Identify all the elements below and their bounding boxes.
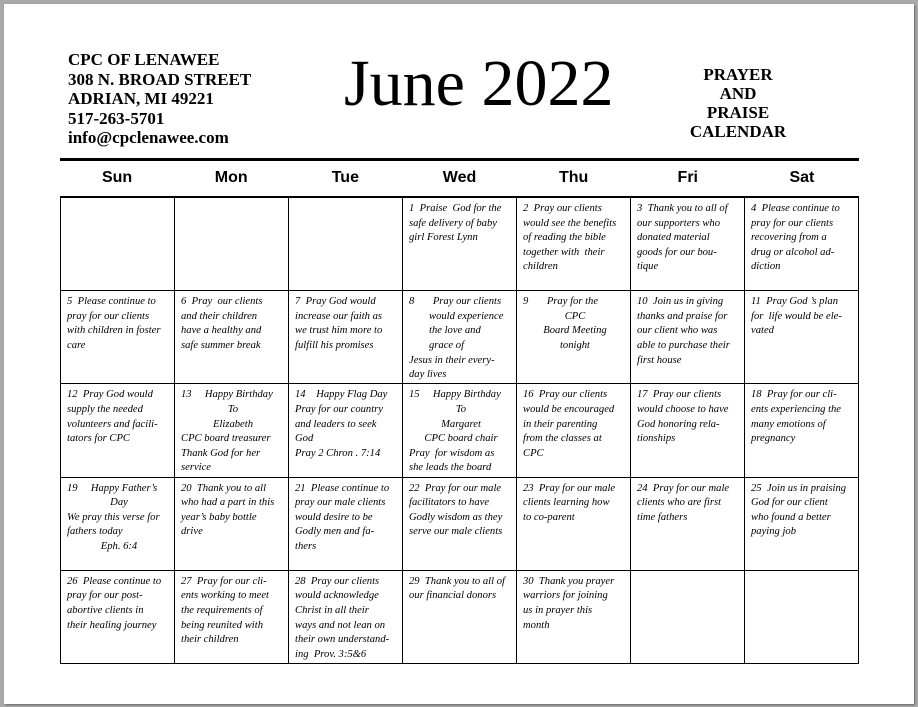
day-note-line: clients who are first: [637, 497, 722, 509]
day-note-line: who had a part in this: [181, 497, 275, 509]
subtitle-line: PRAISE: [706, 103, 770, 122]
organization-address: [68, 50, 251, 148]
day-note-line: 22 Pray for our male: [409, 482, 502, 494]
day-note-line: 24 Pray for our male: [637, 482, 730, 494]
subtitle-line: CALENDAR: [689, 122, 787, 141]
day-note-line: Pray 2 Chron . 7:14: [295, 447, 381, 459]
calendar-day-cell: [631, 198, 745, 291]
day-note-line: 14 Happy Flag Day: [295, 389, 388, 401]
day-note-line: would acknowledge: [295, 590, 379, 602]
calendar-day-cell: [631, 478, 745, 571]
day-note-line: CPC board treasurer: [181, 433, 271, 445]
day-note-line: who found a better: [751, 511, 831, 523]
calendar-day-cell: [631, 384, 745, 477]
weekday-sun: Sun: [101, 169, 133, 186]
day-note-line: our client who was: [637, 325, 718, 337]
day-note-line: Elizabeth: [212, 418, 254, 430]
day-note-line: would desire to be: [295, 511, 373, 523]
calendar-day-cell: [289, 384, 403, 477]
day-note-line: their own understand-: [295, 634, 390, 646]
day-note-line: in their parenting: [523, 418, 598, 430]
day-note-line: 2 Pray our clients: [523, 203, 602, 214]
day-note-line: volunteers and facili-: [67, 418, 158, 430]
day-note-line: have a healthy and: [181, 325, 262, 337]
calendar-day-cell: [403, 384, 517, 477]
day-note-line: our financial donors: [409, 590, 497, 602]
calendar-day-cell: [403, 291, 517, 384]
day-note-line: recovering from a: [751, 232, 827, 244]
weekday-fri: Fri: [677, 169, 698, 186]
day-note-line: Board Meeting: [543, 325, 607, 337]
day-note-line: pray for our clients: [67, 310, 150, 322]
day-note-line: ents working to meet: [181, 590, 269, 602]
day-note-line: would see the benefits: [523, 217, 617, 229]
calendar-day-cell: [175, 291, 289, 384]
calendar-day-cell: [631, 291, 745, 384]
day-note-line: 8 Pray our clients: [409, 296, 502, 308]
day-note-line: 5 Please continue to: [67, 296, 156, 308]
calendar-day-cell: [517, 291, 631, 384]
day-note-line: Godly wisdom as they: [409, 511, 503, 523]
day-note-line: CPC: [564, 310, 586, 322]
day-note-line: and their children: [181, 310, 258, 322]
day-note-line: our supporters who: [637, 217, 720, 229]
day-note-line: ing Prov. 3:5&6: [295, 648, 367, 660]
calendar-day-cell: [745, 384, 859, 477]
day-note-line: serve our male clients: [409, 526, 503, 538]
calendar-empty-cell: [175, 198, 289, 291]
day-note-line: 11 Pray God ’s plan: [751, 296, 839, 308]
subtitle-line: AND: [719, 84, 757, 103]
day-note-line: To: [227, 403, 239, 415]
weekday-mon: Mon: [214, 169, 248, 186]
day-note-line: 26 Please continue to: [67, 575, 162, 587]
calendar-day-cell: [61, 478, 175, 571]
day-note-line: pray for our post-: [67, 590, 143, 602]
org-name: CPC OF LENAWEE: [68, 50, 220, 69]
day-note-line: for life would be ele-: [751, 310, 842, 322]
day-note-line: 7 Pray God would: [295, 296, 376, 308]
day-note-line: fathers today: [67, 526, 123, 538]
day-note-line: 30 Thank you prayer: [523, 575, 615, 587]
day-note-line: fulfill his promises: [295, 339, 374, 351]
day-note-line: Thank God for her: [181, 447, 261, 459]
day-note-line: us in prayer this: [523, 604, 593, 616]
day-note-line: pray our male clients: [295, 497, 386, 509]
day-note-line: grace of: [429, 339, 465, 351]
day-note-line: 3 Thank you to all of: [637, 203, 728, 214]
day-note-line: 27 Pray for our cli-: [181, 575, 267, 587]
calendar-day-cell: [289, 291, 403, 384]
day-note-line: girl Forest Lynn: [409, 232, 478, 244]
day-note-line: from the classes at: [523, 433, 602, 445]
day-note-line: would choose to have: [637, 403, 729, 415]
calendar-day-cell: [403, 478, 517, 571]
day-note-line: the love and: [429, 325, 481, 337]
day-note-line: 21 Please continue to: [295, 482, 390, 494]
day-note-line: to co-parent: [523, 511, 575, 523]
day-note-line: 9 Pray for the: [523, 296, 599, 308]
day-note-line: 13 Happy Birthday: [181, 389, 273, 401]
day-note-line: tonight: [559, 339, 591, 351]
calendar-day-cell: [517, 198, 631, 291]
city-state-zip: ADRIAN, MI 49221: [68, 89, 214, 108]
day-note-line: Day: [110, 497, 128, 509]
calendar-day-cell: [175, 571, 289, 664]
day-note-line: would experience: [429, 310, 504, 322]
day-note-line: tionships: [637, 433, 676, 445]
weekday-tue: Tue: [331, 169, 359, 186]
day-note-line: clients learning how: [523, 497, 610, 509]
day-note-line: drive: [181, 526, 203, 538]
day-note-line: day lives: [409, 369, 447, 381]
calendar-grid: [60, 196, 859, 664]
day-note-line: 4 Please continue to: [751, 203, 840, 214]
day-note-line: vated: [751, 325, 774, 337]
calendar-empty-cell: [289, 198, 403, 291]
day-note-line: of reading the bible: [523, 232, 606, 244]
calendar-title: June 2022: [344, 47, 614, 120]
day-note-line: 20 Thank you to all: [181, 482, 267, 494]
day-note-line: tators for CPC: [67, 433, 130, 445]
calendar-day-cell: [61, 291, 175, 384]
day-note-line: Pray for our country: [295, 403, 383, 415]
day-note-line: diction: [751, 261, 781, 273]
day-note-line: Margaret: [441, 418, 481, 430]
day-note-line: 28 Pray our clients: [295, 575, 380, 587]
calendar-day-cell: [745, 478, 859, 571]
day-note-line: tique: [637, 261, 659, 273]
day-note-line: drug or alcohol ad-: [751, 246, 835, 258]
day-note-line: CPC: [523, 447, 544, 459]
day-note-line: 1 Praise God for the: [409, 203, 502, 214]
day-note-line: month: [523, 619, 550, 631]
calendar-day-cell: [61, 384, 175, 477]
day-note-line: 19 Happy Father’s: [67, 482, 158, 494]
calendar-day-cell: [175, 384, 289, 477]
day-note-line: donated material: [637, 232, 710, 244]
day-note-line: would be encouraged: [523, 403, 615, 415]
calendar-day-cell: [517, 571, 631, 664]
weekday-sat: Sat: [789, 169, 815, 186]
weekday-thu: Thu: [558, 169, 589, 186]
day-note-line: 10 Join us in giving: [637, 296, 724, 308]
day-note-line: 18 Pray for our cli-: [751, 389, 837, 401]
calendar-day-cell: [403, 571, 517, 664]
day-note-line: their children: [181, 634, 239, 646]
day-note-line: goods for our bou-: [637, 246, 717, 258]
day-note-line: time fathers: [637, 511, 688, 523]
day-note-line: 12 Pray God would: [67, 389, 153, 401]
calendar-day-cell: [517, 478, 631, 571]
day-note-line: 23 Pray for our male: [523, 482, 616, 494]
calendar-day-cell: [289, 478, 403, 571]
calendar-page: [4, 4, 914, 704]
day-note-line: care: [67, 339, 86, 351]
day-note-line: Godly men and fa-: [295, 526, 375, 538]
day-note-line: 15 Happy Birthday: [409, 389, 501, 401]
day-note-line: the requirements of: [181, 604, 263, 616]
calendar-day-cell: [745, 198, 859, 291]
day-note-line: Eph. 6:4: [100, 540, 138, 552]
calendar-day-cell: [403, 198, 517, 291]
day-note-line: service: [181, 462, 211, 474]
day-note-line: many emotions of: [751, 418, 826, 430]
day-note-line: we trust him more to: [295, 325, 383, 337]
calendar-day-cell: [517, 384, 631, 477]
day-note-line: 6 Pray our clients: [181, 296, 263, 308]
calendar-day-cell: [289, 571, 403, 664]
day-note-line: paying job: [751, 526, 797, 538]
calendar-empty-cell: [631, 571, 745, 664]
day-note-line: first house: [637, 354, 682, 366]
calendar-empty-cell: [61, 198, 175, 291]
day-note-line: and leaders to seek: [295, 418, 377, 430]
day-note-line: she leads the board: [409, 462, 492, 474]
day-note-line: facilitators to have: [409, 497, 490, 509]
day-note-line: Jesus in their every-: [409, 354, 495, 366]
weekday-wed: Wed: [442, 169, 477, 186]
day-note-line: God for our client: [751, 497, 828, 509]
day-note-line: being reunited with: [181, 619, 263, 631]
day-note-line: thers: [295, 540, 317, 552]
day-note-line: ways and not lean on: [295, 619, 386, 631]
day-note-line: with children in foster: [67, 325, 161, 337]
day-note-line: ents experiencing the: [751, 403, 842, 415]
street-address: 308 N. BROAD STREET: [68, 69, 252, 89]
day-note-line: abortive clients in: [67, 604, 144, 616]
day-note-line: 29 Thank you to all of: [409, 575, 505, 587]
header-divider: [60, 158, 859, 161]
subtitle-line: PRAYER: [703, 65, 773, 84]
email-address: info@cpclenawee.com: [68, 128, 229, 147]
phone-number: 517-263-5701: [68, 108, 165, 128]
day-note-line: 25 Join us in praising: [751, 482, 847, 494]
day-note-line: together with their: [523, 246, 605, 258]
day-note-line: CPC board chair: [424, 433, 498, 445]
day-note-line: their healing journey: [67, 619, 157, 631]
day-note-line: pregnancy: [751, 433, 796, 445]
day-note-line: supply the needed: [67, 403, 143, 415]
calendar-day-cell: [61, 571, 175, 664]
day-note-line: safe delivery of baby: [409, 217, 497, 229]
day-note-line: God: [295, 433, 314, 445]
day-note-line: increase our faith as: [295, 310, 382, 322]
day-note-line: 16 Pray our clients: [523, 389, 608, 401]
day-note-line: We pray this verse for: [67, 511, 160, 523]
calendar-day-cell: [175, 478, 289, 571]
day-note-line: warriors for joining: [523, 590, 608, 602]
day-note-line: able to purchase their: [637, 339, 730, 351]
day-note-line: 17 Pray our clients: [637, 389, 722, 401]
day-note-line: God honoring rela-: [637, 418, 720, 430]
day-note-line: Pray for wisdom as: [409, 447, 495, 459]
day-note-line: thanks and praise for: [637, 310, 728, 322]
calendar-subtitle: [668, 65, 808, 141]
weekday-header-row: [60, 164, 859, 195]
day-note-line: safe summer break: [181, 339, 261, 351]
day-note-line: Christ in all their: [295, 604, 369, 616]
day-note-line: children: [523, 261, 558, 273]
day-note-line: To: [455, 403, 467, 415]
calendar-empty-cell: [745, 571, 859, 664]
calendar-day-cell: [745, 291, 859, 384]
day-note-line: year’s baby bottle: [181, 511, 257, 523]
day-note-line: pray for our clients: [751, 217, 834, 229]
